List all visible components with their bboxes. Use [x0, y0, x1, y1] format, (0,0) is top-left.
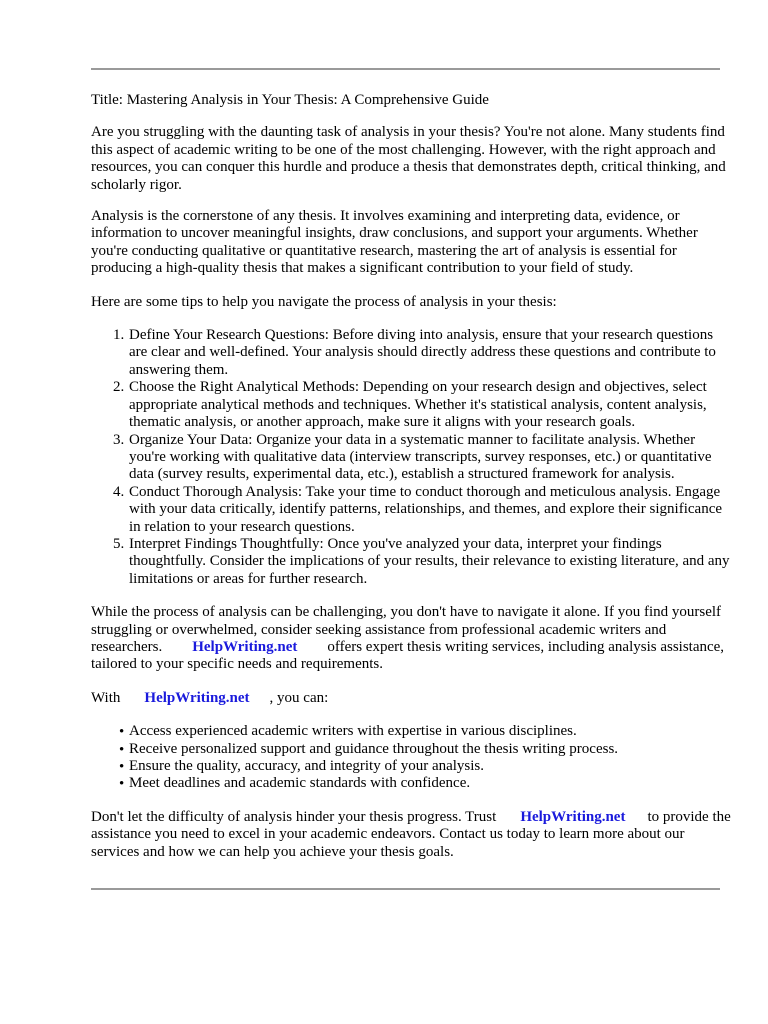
- tips-list: [91, 327, 731, 588]
- closing-text-after: to provide the assistance you need to excel in your academic endeavors. Contact us today to learn more about our services and how we can help you achieve your thesis goals.: [91, 808, 731, 860]
- analysis-paragraph: Analysis is the cornerstone of any thesis. It involves examining and interpreting data, evidence, or information to uncover meaningful insights, draw conclusions, and support your arguments. Whether you're conducting qualitative or quantitative research, mastering the art of analysis is essential for producing a high-quality thesis that makes a significant contribution to your field of study.: [91, 208, 698, 277]
- tip-item: 4. Conduct Thorough Analysis: Take your time to conduct thorough and meticulous analysis. Engage with your data critically, identify patterns, relationships, and themes, and explore their significance in relation to your research questions.: [128, 484, 731, 536]
- tips-intro: Here are some tips to help you navigate the process of analysis in your thesis:: [91, 293, 557, 310]
- helpwriting-link[interactable]: HelpWriting.net: [192, 638, 298, 655]
- tip-item: 1. Define Your Research Questions: Before diving into analysis, ensure that your research questions are clear and well-defined. Your analysis should directly address these questions and contribute to answering them.: [128, 327, 731, 379]
- bullet-icon: •: [119, 724, 125, 741]
- helpwriting-link[interactable]: HelpWriting.net: [520, 808, 626, 825]
- bottom-divider: [91, 888, 720, 890]
- assistance-paragraph: [91, 604, 731, 674]
- tip-item: 2. Choose the Right Analytical Methods: Depending on your research design and objectives, select appropriate analytical methods and techniques. Whether it's statistical analysis, content analysis, thematic analysis, or another approach, make sure it aligns with your research goals.: [128, 379, 731, 431]
- benefit-text: Meet deadlines and academic standards with confidence.: [129, 775, 471, 792]
- benefit-text: Ensure the quality, accuracy, and integrity of your analysis.: [129, 758, 485, 774]
- benefits-list: [91, 723, 731, 793]
- helpwriting-link[interactable]: HelpWriting.net: [144, 689, 250, 706]
- intro-paragraph: Are you struggling with the daunting task of analysis in your thesis? You're not alone. Many students find this aspect of academic writing to be one of the most challenging. However, with the right approach and resources, you can conquer this hurdle and produce a thesis that demonstrates depth, critical thinking, and scholarly rigor.: [91, 124, 726, 193]
- tip-item: 3. Organize Your Data: Organize your data in a systematic manner to facilitate analysis. Whether you're working with qualitative data (interview transcripts, survey responses, etc.) or quantitative data (survey results, experimental data, etc.), establish a structured framework for analysis.: [128, 432, 731, 484]
- benefit-item: [119, 758, 731, 775]
- bullet-icon: •: [119, 759, 125, 775]
- with-text-after: , you can:: [269, 689, 329, 706]
- benefit-item: [119, 740, 731, 758]
- benefit-item: [119, 775, 731, 793]
- document-title: Title: Mastering Analysis in Your Thesis: A Comprehensive Guide: [91, 92, 489, 108]
- with-text-before: With: [91, 689, 121, 706]
- top-divider: [91, 68, 720, 70]
- bullet-icon: •: [119, 776, 125, 793]
- benefit-item: [119, 723, 731, 741]
- closing-paragraph: [91, 809, 731, 861]
- document-body: [91, 92, 731, 877]
- benefit-text: Access experienced academic writers with expertise in various disciplines.: [129, 723, 577, 740]
- with-line: [91, 690, 731, 707]
- bullet-icon: •: [119, 741, 125, 758]
- assistance-text-before: While the process of analysis can be challenging, you don't have to navigate it alone. If you find yourself struggling or overwhelmed, consider seeking assistance from professional academic writers and researchers.: [91, 604, 722, 655]
- closing-text-before: Don't let the difficulty of analysis hinder your thesis progress. Trust: [91, 808, 497, 825]
- assistance-text-after: offers expert thesis writing services, including analysis assistance, tailored to your specific needs and requirements.: [91, 638, 725, 673]
- tip-item: 5. Interpret Findings Thoughtfully: Once you've analyzed your data, interpret your findings thoughtfully. Consider the implications of your results, their relevance to existing literature, and any limitations or areas for further research.: [128, 536, 731, 588]
- benefit-text: Receive personalized support and guidance throughout the thesis writing process.: [129, 740, 619, 757]
